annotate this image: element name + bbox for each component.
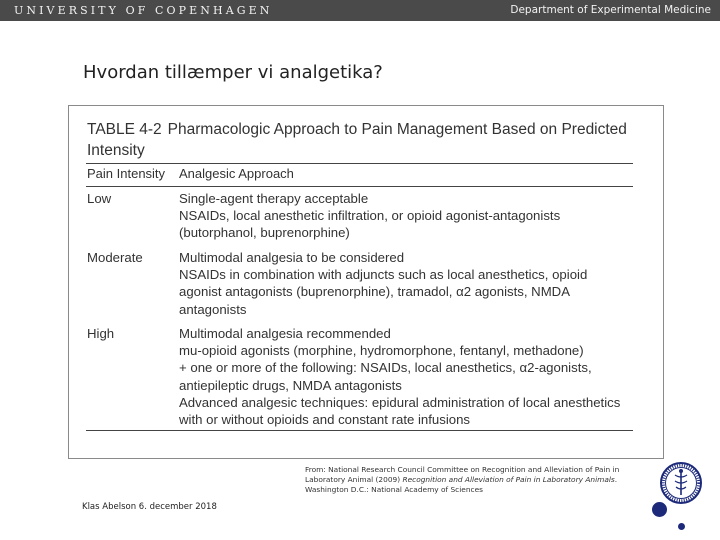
decorative-dot-large: [652, 502, 667, 517]
table-cell-line: NSAIDs in combination with adjuncts such as local anesthetics, opioid: [179, 267, 588, 283]
row-approach-moderate: [179, 249, 639, 318]
table-cell-line: Advanced analgesic techniques: epidural administration of local anesthetics: [179, 394, 621, 410]
table-cell-line: Multimodal analgesia recommended: [179, 326, 391, 341]
table-cell-line: antagonists: [179, 301, 247, 317]
table-cell-line: mu-opioid agonists (morphine, hydromorphone, fentanyl, methadone): [179, 343, 584, 359]
source-suffix: . Washington D.C.: National Academy of Sciences: [305, 475, 618, 494]
source-citation: [305, 465, 635, 495]
department-name: Department of Experimental Medicine: [510, 4, 711, 16]
table-cell-line: Single-agent therapy acceptable: [179, 191, 369, 206]
header-top-rule: [86, 163, 633, 164]
row-intensity-high: High: [87, 326, 115, 341]
row-approach-low: [179, 190, 639, 242]
table-cell-line: antiepileptic drugs, NMDA antagonists: [179, 377, 402, 393]
table-title: Pharmacologic Approach to Pain Management Based on Predicted Intensity: [87, 121, 627, 159]
column-header-approach: Analgesic Approach: [179, 166, 294, 181]
table-label: TABLE 4-2: [87, 121, 162, 138]
decorative-dot-small: [678, 523, 685, 530]
table-cell-line: NSAIDs, local anesthetic infiltration, or opioid agonist-antagonists: [179, 208, 561, 224]
table-bottom-rule: [86, 430, 633, 431]
table-cell-line: agonist antagonists (buprenorphine), tramadol, α2 agonists, NMDA: [179, 284, 571, 300]
table-figure: [68, 105, 664, 459]
row-intensity-low: Low: [87, 191, 112, 206]
footer-author-date: Klas Abelson 6. december 2018: [82, 502, 217, 512]
row-intensity-moderate: Moderate: [87, 250, 143, 265]
table-cell-line: (butorphanol, buprenorphine): [179, 225, 350, 241]
source-title: Recognition and Alleviation of Pain in Laboratory Animals: [402, 475, 615, 484]
header-bottom-rule: [86, 186, 633, 187]
slide-title: Hvordan tillæmper vi analgetika?: [83, 62, 383, 83]
source-prefix: From: National Research Council Committee on Recognition and Alleviation of Pain in Laboratory Animal (2009): [305, 465, 620, 484]
university-seal-icon: [659, 461, 703, 505]
top-bar: [0, 0, 720, 21]
column-header-intensity: Pain Intensity: [87, 166, 166, 181]
table-cell-line: Multimodal analgesia to be considered: [179, 250, 405, 265]
table-cell-line: with or without opioids and constant rate infusions: [179, 412, 471, 428]
university-name: UNIVERSITY OF COPENHAGEN: [14, 4, 273, 17]
table-cell-line: + one or more of the following: NSAIDs, local anesthetics, α2-agonists,: [179, 360, 592, 376]
table-caption: [87, 119, 627, 161]
row-approach-high: [179, 325, 639, 428]
